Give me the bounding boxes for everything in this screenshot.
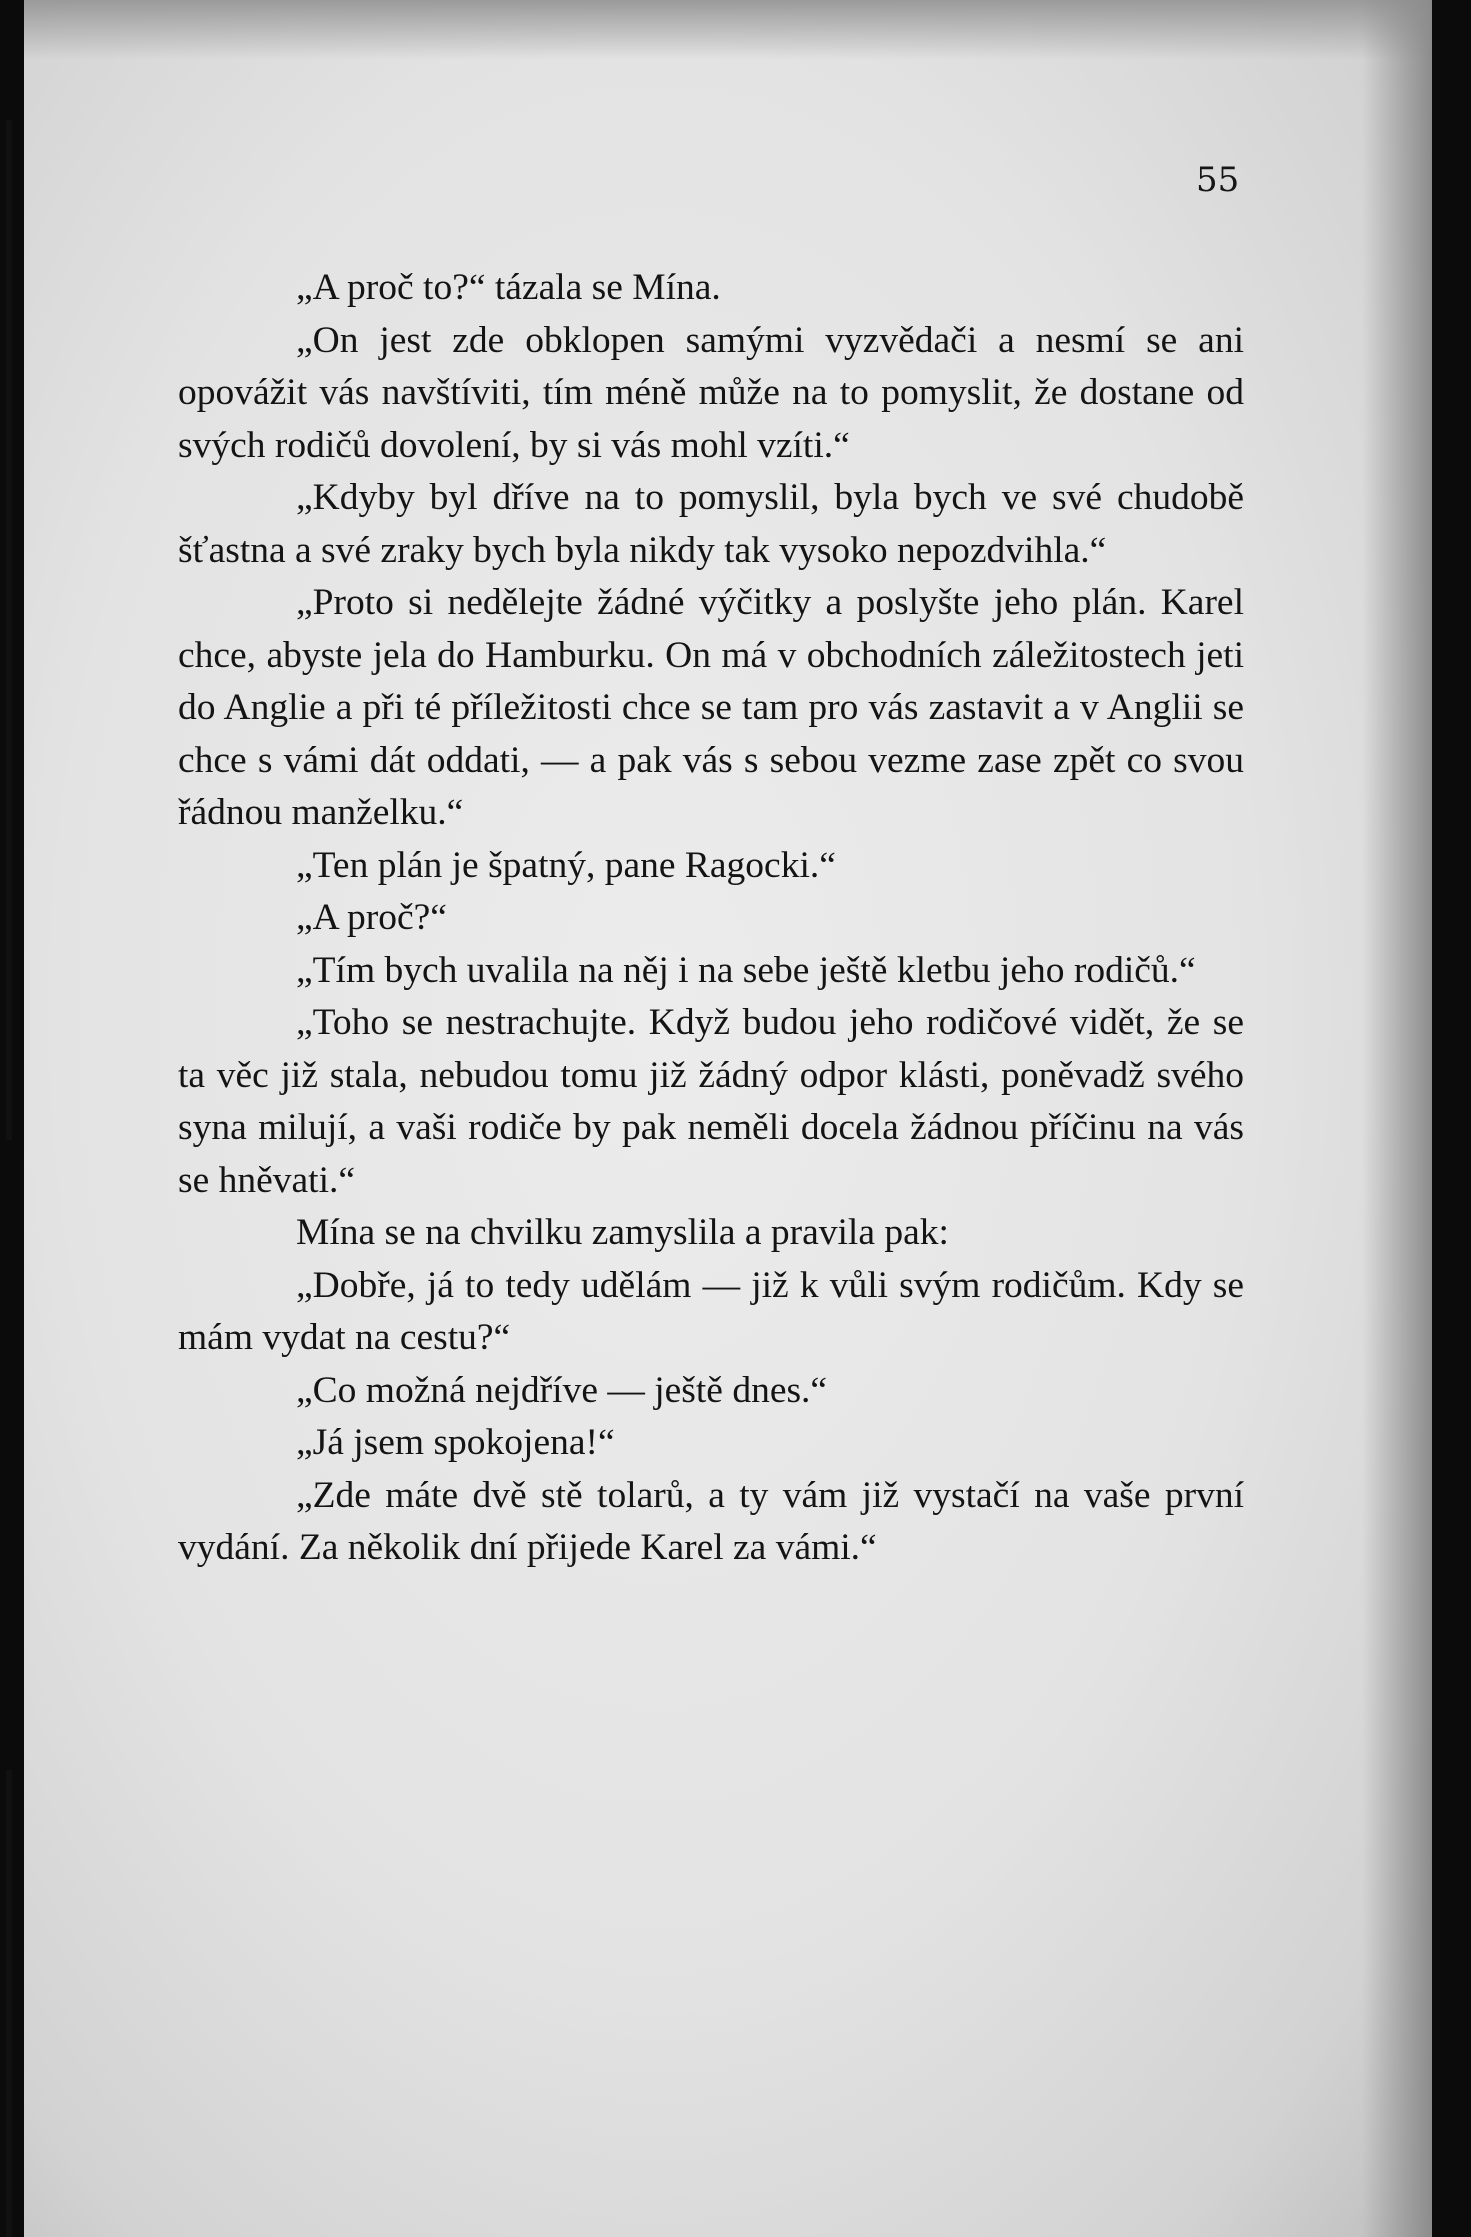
paragraph-10: „Dobře, já to tedy udělám — již k vůli svým rodičům. Kdy se mám vydat na cestu?“ bbox=[178, 1264, 1244, 1358]
paragraph-8: „Toho se nestrachujte. Když budou jeho rodičové vidět, že se ta věc již stala, nebudou tomu již žádný odpor klásti, poněvadž svého syna milují, a vaši rodiče by pak neměli docela žádnou příčinu na vás se hněvati.“ bbox=[178, 1002, 1244, 1201]
paragraph-9: Mína se na chvilku zamyslila a pravila pak: bbox=[296, 1212, 949, 1253]
paragraph-6: „A proč?“ bbox=[296, 897, 447, 938]
paragraph-3: „Kdyby byl dříve na to pomyslil, byla bych ve své chudobě šťastna a své zraky bych byla nikdy tak vysoko nepozdvihla.“ bbox=[178, 477, 1244, 571]
binding-edge-line-lower bbox=[6, 1770, 12, 2237]
paragraph-7: „Tím bych uvalila na něj i na sebe ještě kletbu jeho rodičů.“ bbox=[296, 949, 1196, 991]
body-text bbox=[178, 262, 1244, 1575]
paragraph-5: „Ten plán je špatný, pane Ragocki.“ bbox=[296, 844, 836, 886]
paragraph-2: „On jest zde obklopen samými vyzvědači a nesmí se ani opovážit vás navštíviti, tím méně může na to pomyslit, že dostane od svých rodičů dovolení, by si vás mohl vzíti.“ bbox=[178, 319, 1244, 466]
paragraph-11: „Co možná nejdříve — ještě dnes.“ bbox=[296, 1369, 828, 1411]
paragraph-12: „Já jsem spokojena!“ bbox=[296, 1422, 615, 1463]
page-shadow-right bbox=[1362, 0, 1432, 2237]
binding-edge-line bbox=[6, 120, 12, 1140]
page-number: 55 bbox=[1196, 160, 1240, 200]
page-shadow-top bbox=[24, 0, 1432, 60]
paragraph-1: „A proč to?“ tázala se Mína. bbox=[296, 267, 721, 308]
paragraph-4: „Proto si nedělejte žádné výčitky a poslyšte jeho plán. Karel chce, abyste jela do Hamburku. On má v obchodních záležitostech jeti do Anglie a při té příležitosti chce se tam pro vás zastavit a v Anglii se chce s vámi dát oddati, — a pak vás s sebou vezme zase zpět co svou řádnou manželku.“ bbox=[178, 582, 1244, 833]
paragraph-13: „Zde máte dvě stě tolarů, a ty vám již vystačí na vaše první vydání. Za několik dní přijede Karel za vámi.“ bbox=[178, 1474, 1244, 1568]
